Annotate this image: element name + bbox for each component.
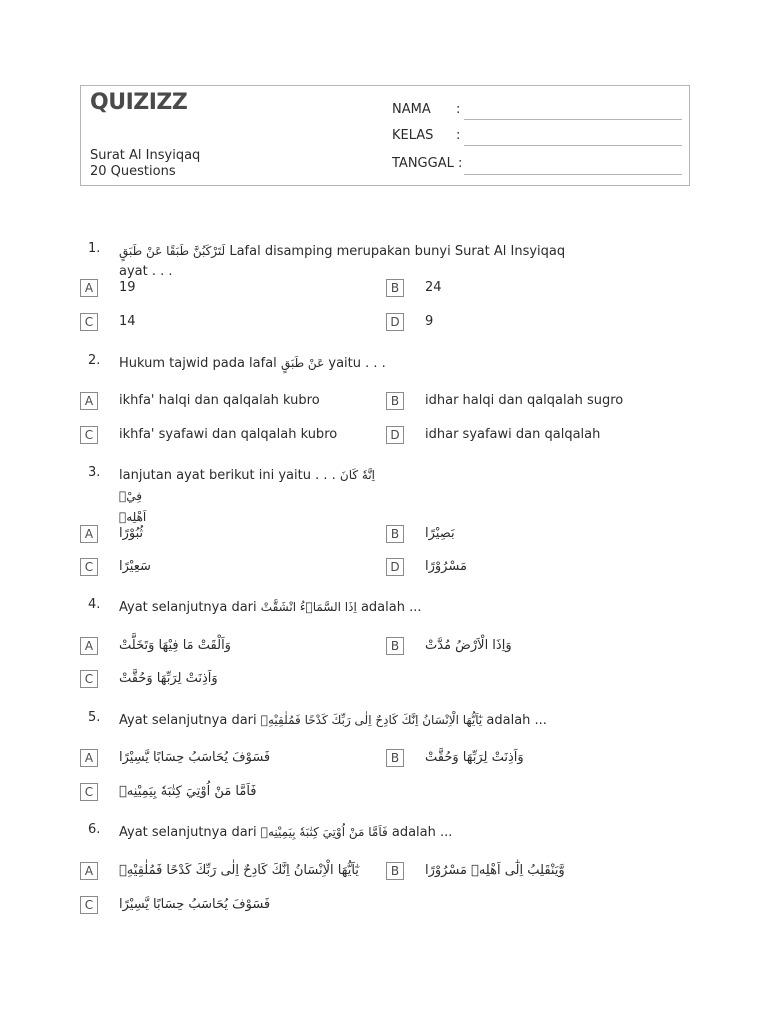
question-text [119,597,589,618]
option-letter: D [386,313,404,331]
option-letter: A [80,862,98,880]
option-text: سَعِيْرًا [119,559,151,574]
option-text: بَصِيْرًا [425,526,455,541]
question-text [119,353,589,374]
option-letter: C [80,670,98,688]
question-body: Ayat selanjutnya dari [119,825,257,840]
question-text [119,710,619,731]
question-number: 6. [88,822,101,837]
question-body: lanjutan ayat berikut ini yaitu . . . [119,468,336,483]
option-text: فَسَوْفَ يُحَاسَبُ حِسَابًا يَّسِيْرًا [119,897,271,912]
question-number: 1. [88,241,101,256]
option-text: وَاَلْقَتْ مَا فِيْهَا وَتَخَلَّتْ [119,638,231,653]
option-text: وَاَذِنَتْ لِرَبِّهَا وَحُقَّتْ [425,750,524,765]
question-text [119,465,389,528]
date-line[interactable] [464,174,682,175]
option-text: وَّيَنْقَلِبُ اِلٰٓى اَهْلِهٖ مَسْرُوْرًا [425,863,565,878]
option-text: فَسَوْفَ يُحَاسَبُ حِسَابًا يَّسِيْرًا [119,750,271,765]
option-letter: B [386,862,404,880]
option-letter: C [80,426,98,444]
option-letter: B [386,279,404,297]
question-body-end: adalah ... [360,600,422,615]
option-text: فَاَمَّا مَنْ اُوْتِيَ كِتٰبَهٗ بِيَمِيْنِهٖ [119,784,257,799]
question-text [119,241,589,282]
class-line[interactable] [464,145,682,146]
option-letter: C [80,896,98,914]
option-letter: C [80,313,98,331]
question-number: 4. [88,597,101,612]
option-letter: A [80,392,98,410]
question-text [119,822,589,843]
option-letter: C [80,558,98,576]
question-body: Hukum tajwid pada lafal [119,356,277,371]
quiz-title: Surat Al Insyiqaq [90,148,201,163]
arabic-text: فَاَمَّا مَنْ اُوْتِيَ كِتٰبَهٗ بِيَمِيْنِهٖ [260,825,388,839]
arabic-text: يٰٓاَيُّهَا الْاِنْسَانُ اِنَّكَ كَادِحٌ اِلٰى رَبِّكَ كَدْحًا فَمُلٰقِيْهِۚ [260,713,483,727]
option-letter: A [80,637,98,655]
option-text: 14 [119,314,136,329]
option-text: 19 [119,280,136,295]
question-number: 2. [88,353,101,368]
option-text: idhar syafawi dan qalqalah [425,427,601,442]
question-body-end: adalah ... [391,825,453,840]
option-letter: B [386,749,404,767]
name-label: NAMA [392,102,431,117]
question-number: 3. [88,465,101,480]
option-text: 24 [425,280,442,295]
option-letter: B [386,637,404,655]
quizizz-logo: QUIZIZZ [90,90,188,115]
option-letter: D [386,558,404,576]
arabic-text: اِنَّهٗ كَانَ فِيْۤ [119,468,376,503]
arabic-text-line2: اَهْلِهٖ [119,510,147,524]
question-body: Ayat selanjutnya dari [119,713,257,728]
option-text: 9 [425,314,434,329]
worksheet-header [80,85,690,186]
name-line[interactable] [464,119,682,120]
option-letter: C [80,783,98,801]
arabic-text: لَتَرْكَبُنَّ طَبَقًا عَنْ طَبَقٍ [119,244,226,258]
option-letter: D [386,426,404,444]
question-body-end: adalah ... [486,713,547,728]
option-text: ikhfa' halqi dan qalqalah kubro [119,393,320,408]
option-letter: A [80,279,98,297]
question-body: Lafal disamping merupakan bunyi Surat Al Insyiqaq ayat . . . [119,244,566,279]
question-body: Ayat selanjutnya dari [119,600,257,615]
option-text: ikhfa' syafawi dan qalqalah kubro [119,427,338,442]
date-label: TANGGAL : [392,156,463,171]
option-text: مَسْرُوْرًا [425,559,467,574]
class-colon: : [456,128,461,143]
option-text: ثُبُوْرًا [119,526,144,541]
arabic-text: اِذَا السَّمَاۤءُ انْشَقَّتْ [260,600,357,614]
quiz-info [90,148,200,180]
arabic-text: عَنْ طَبَقٍ [280,356,325,370]
option-text: وَاِذَا الْاَرْضُ مُدَّتْ [425,638,512,653]
option-letter: B [386,525,404,543]
option-letter: A [80,525,98,543]
option-text: يٰٓاَيُّهَا الْاِنْسَانُ اِنَّكَ كَادِحٌ اِلٰى رَبِّكَ كَدْحًا فَمُلٰقِيْهِۚ [119,863,359,878]
option-text: idhar halqi dan qalqalah sugro [425,393,624,408]
name-colon: : [456,102,461,117]
question-body-end: yaitu . . . [328,356,386,371]
option-letter: A [80,749,98,767]
question-number: 5. [88,710,101,725]
option-text: وَاَذِنَتْ لِرَبِّهَا وَحُقَّتْ [119,671,218,686]
class-label: KELAS [392,128,434,143]
question-count: 20 Questions [90,164,176,179]
option-letter: B [386,392,404,410]
